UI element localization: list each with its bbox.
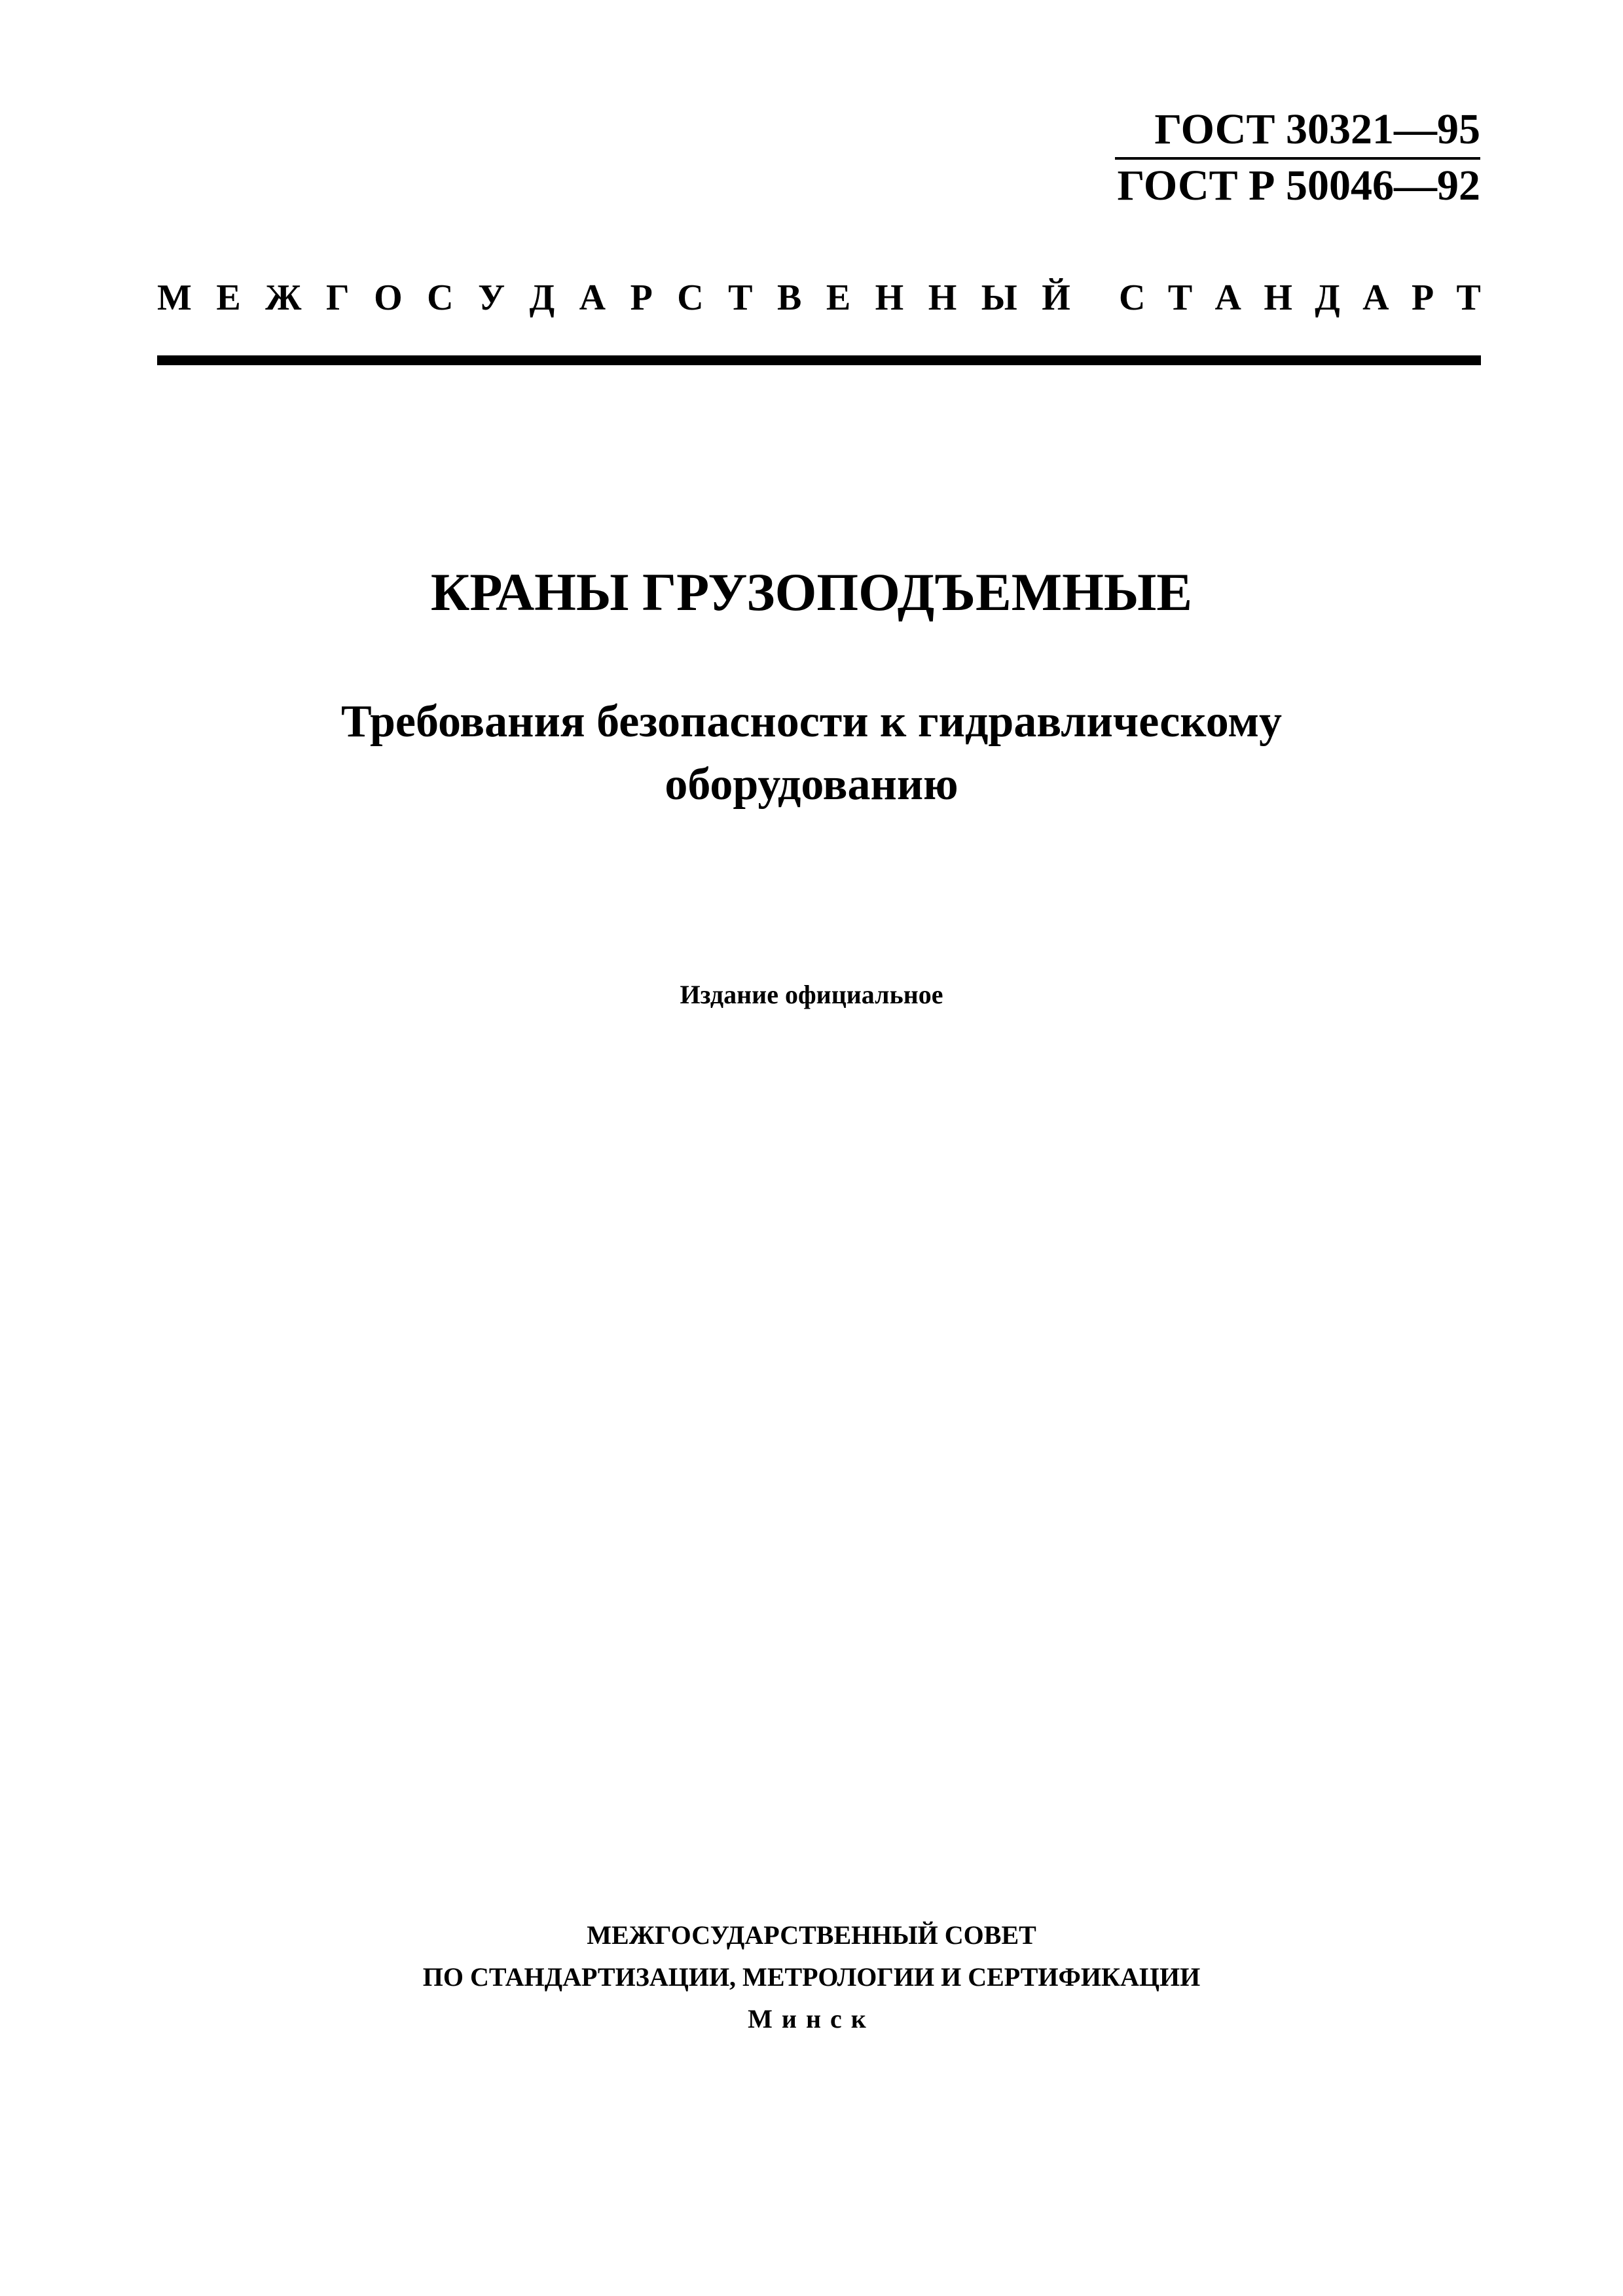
band-letter: Т [1456,278,1481,318]
band-letter: Н [875,278,904,318]
band-letter: Н [928,278,957,318]
band-letter: А [1214,278,1241,318]
band-letter: С [677,278,704,318]
band-letter: Р [630,278,653,318]
band-word-standard [1119,275,1481,321]
band-letter: В [777,278,802,318]
band-letter: С [1119,278,1146,318]
publisher-city: Минск [748,2004,875,2034]
band-letter: Ы [981,278,1017,318]
document-title: КРАНЫ ГРУЗОПОДЪЕМНЫЕ [430,562,1193,622]
band-letter: С [427,278,454,318]
band-letter: Д [1315,278,1340,318]
band-letter: Е [826,278,851,318]
band-letter: Н [1264,278,1292,318]
band-letter: У [478,278,505,318]
document-subtitle [0,691,1623,816]
band-letter: Т [1167,278,1193,318]
edition-note: Издание официальное [680,980,943,1009]
band-letter: Й [1042,278,1070,318]
publisher-block [0,1914,1623,2040]
band-letter: А [1362,278,1389,318]
band-letter: А [579,278,606,318]
band-letter: М [157,278,192,318]
standard-designations [1115,103,1480,212]
designation-gost-r-50046: ГОСТ Р 50046—92 [1117,162,1480,209]
interstate-standard-band [157,275,1481,321]
publisher-line-2: ПО СТАНДАРТИЗАЦИИ, МЕТРОЛОГИИ И СЕРТИФИКАЦИИ [422,1962,1201,1992]
header-rule [157,355,1481,365]
publisher-line-1: МЕЖГОСУДАРСТВЕННЫЙ СОВЕТ [587,1920,1036,1950]
band-letter: Ж [265,278,302,318]
band-letter: Т [728,278,753,318]
subtitle-line-2: оборудованию [665,759,958,810]
designation-gost-30321: ГОСТ 30321—95 [1115,103,1480,160]
band-letter: Д [529,278,555,318]
band-letter: Г [326,278,350,318]
band-letter: О [374,278,403,318]
band-letter: Е [216,278,241,318]
subtitle-line-1: Требования безопасности к гидравлическому [340,696,1283,747]
band-letter: Р [1411,278,1434,318]
band-word-interstate [157,275,1070,321]
